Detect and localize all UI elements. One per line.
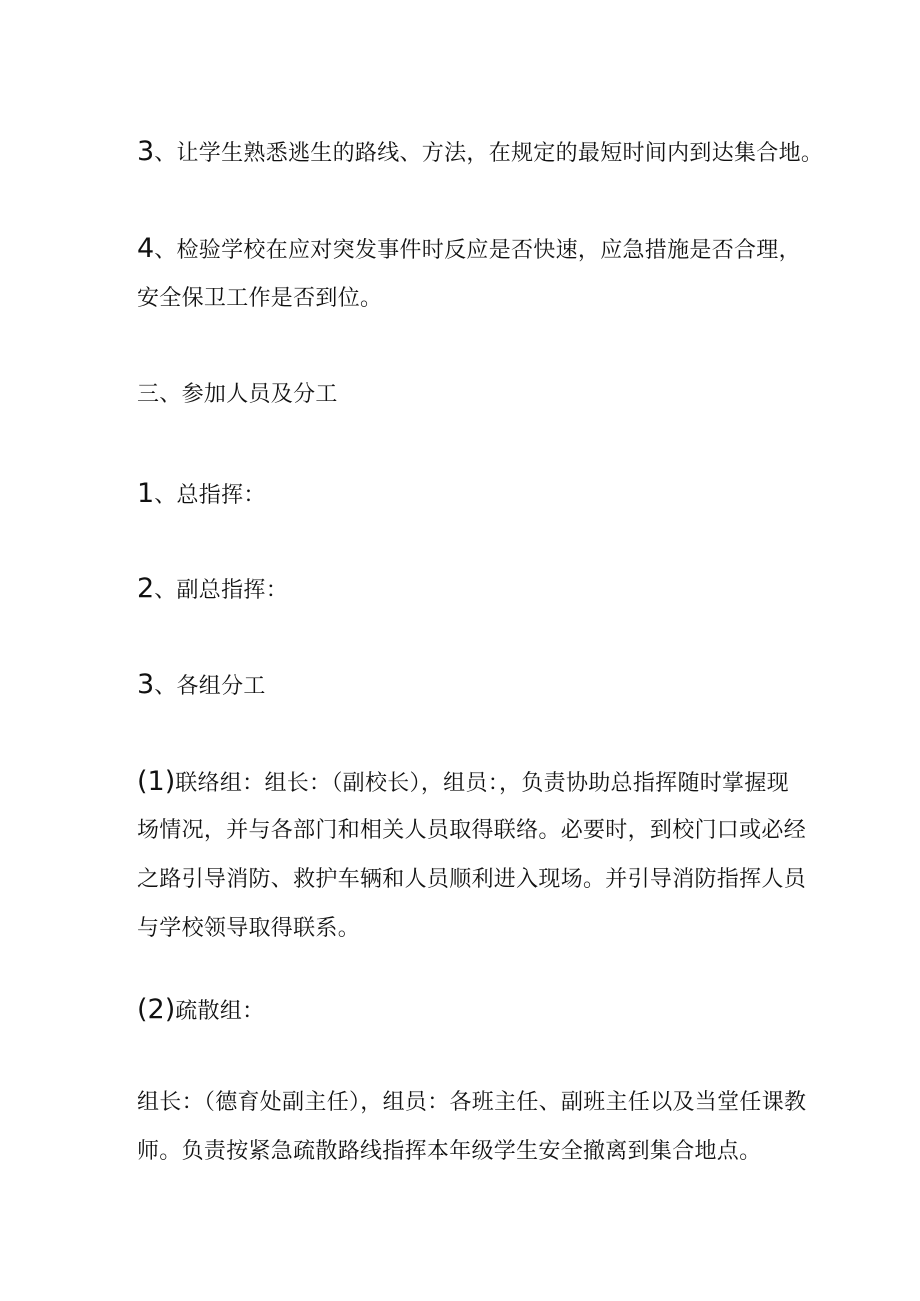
liaison-group <box>137 766 817 797</box>
item-text: 场情况，并与各部门和相关人员取得联络。必要时，到校门口或必经 <box>137 818 807 843</box>
evacuation-group <box>137 994 817 1025</box>
item-text: 联络组：组长：（副校长），组员：，负责协助总指挥随时掌握现 <box>175 771 789 796</box>
item-number: 4 <box>137 233 155 264</box>
section-heading: 三、参加人员及分工 <box>137 382 338 407</box>
section-heading-3 <box>137 382 817 408</box>
objective-4 <box>137 233 817 264</box>
item-text: 、检验学校在应对突发事件时反应是否快速，应急措施是否合理， <box>154 238 801 263</box>
liaison-group-continued-2 <box>137 867 817 893</box>
item-text: 、副总指挥： <box>154 578 288 603</box>
item-text: 与学校领导取得联系。 <box>137 916 361 941</box>
role-deputy-commander <box>137 573 817 604</box>
role-commander <box>137 478 817 509</box>
item-text: 师。负责按紧急疏散路线指挥本年级学生安全撤离到集合地点。 <box>137 1139 762 1164</box>
item-text: 、让学生熟悉逃生的路线、方法，在规定的最短时间内到达集合地。 <box>154 141 824 166</box>
objective-4-continued <box>137 286 817 312</box>
item-number: 3 <box>137 136 155 167</box>
item-text: 安全保卫工作是否到位。 <box>137 286 383 311</box>
item-text: 之路引导消防、救护车辆和人员顺利进入现场。并引导消防指挥人员 <box>137 867 807 892</box>
item-number: 2 <box>137 573 155 604</box>
item-text: 疏散组： <box>175 999 265 1024</box>
item-text: 、总指挥： <box>154 483 266 508</box>
item-text: 组长：（德育处副主任），组员：各班主任、副班主任以及当堂任课教 <box>137 1090 807 1115</box>
item-number: 3 <box>137 669 155 700</box>
objective-3 <box>137 136 824 167</box>
item-number: (2) <box>137 994 176 1025</box>
item-number: 1 <box>137 478 155 509</box>
liaison-group-continued-3 <box>137 916 817 942</box>
evacuation-group-detail <box>137 1090 817 1116</box>
group-division <box>137 669 817 700</box>
evacuation-group-detail-continued <box>137 1139 817 1165</box>
item-text: 、各组分工 <box>154 674 266 699</box>
item-number: (1) <box>137 766 176 797</box>
liaison-group-continued-1 <box>137 818 817 844</box>
